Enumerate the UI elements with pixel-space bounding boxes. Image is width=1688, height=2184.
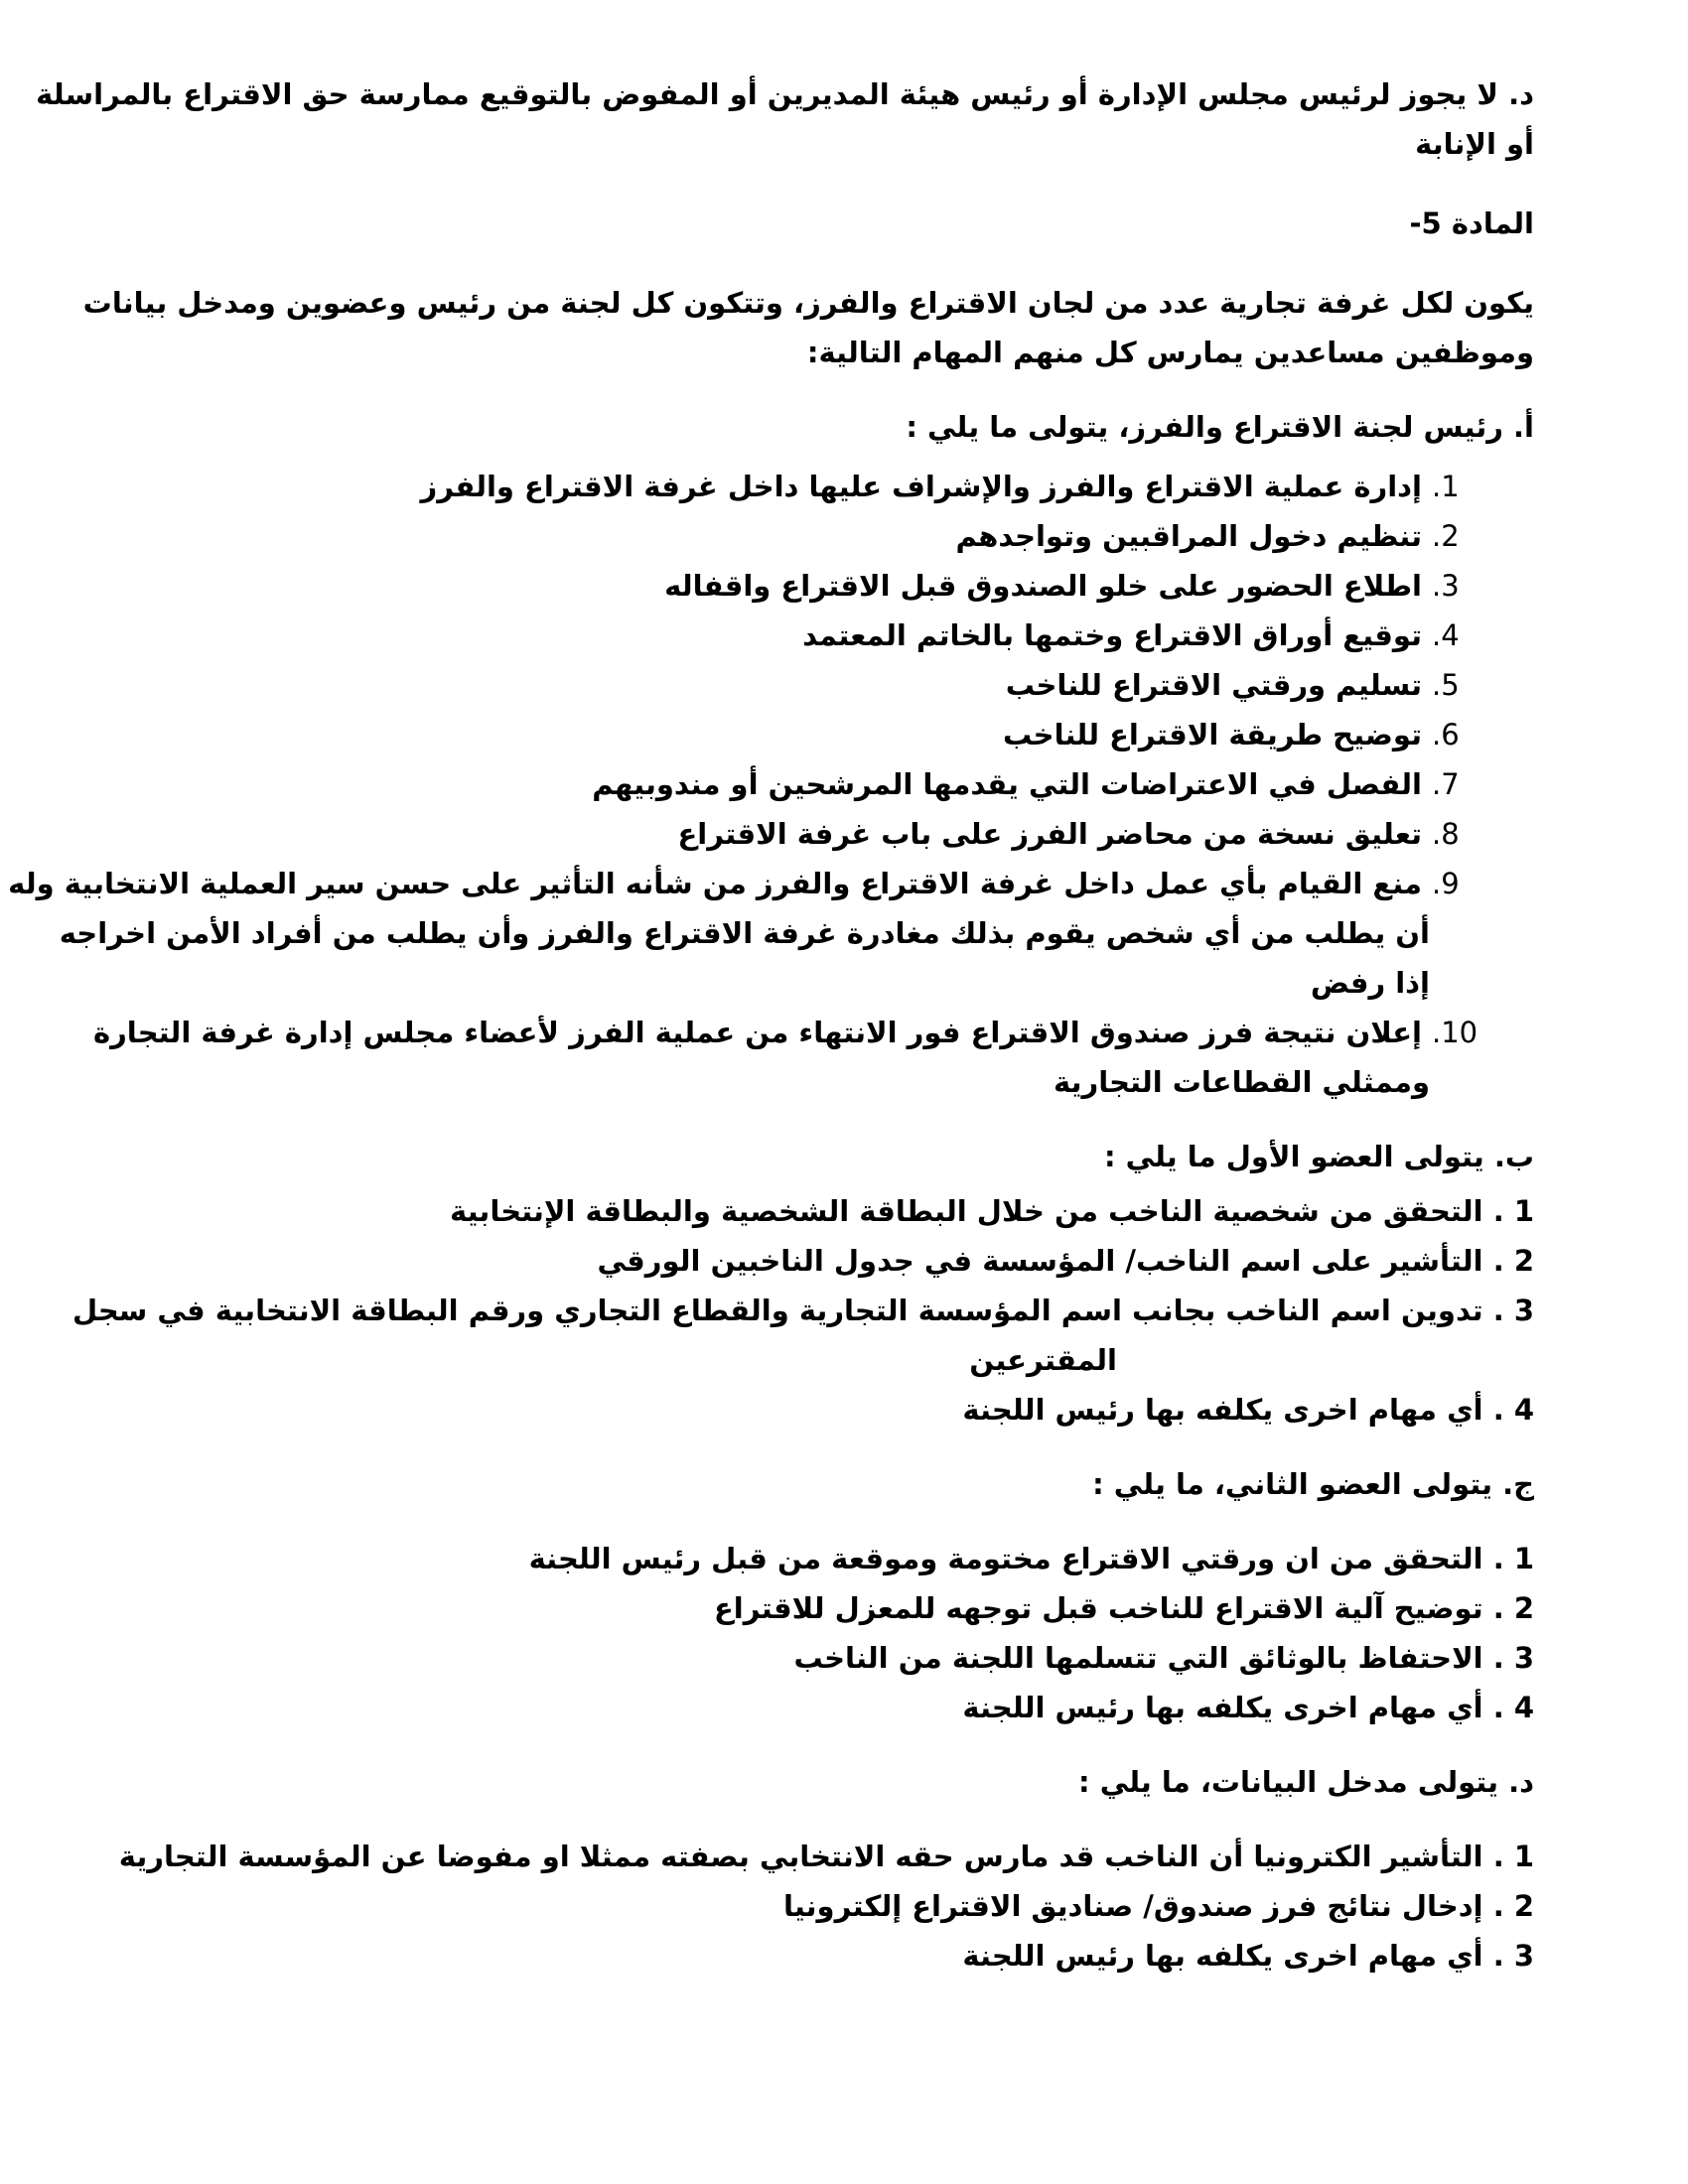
line-text: وموظفين مساعدين يمارس كل منهم المهام التالية: [806, 336, 1534, 369]
committees-paragraph [82, 278, 1534, 377]
line-text: 2 . إدخال نتائج فرز صندوق/ صناديق الاقتراع إلكترونيا [782, 1889, 1534, 1923]
article-5-heading-line-1 [99, 199, 1534, 248]
line-text: 4 . أي مهام اخرى يكلفه بها رئيس اللجنة [962, 1691, 1534, 1724]
line-text: إذا رفض [1310, 966, 1430, 1000]
line-text: يكون لكل غرفة تجارية عدد من لجان الاقتراع والفرز، وتتكون كل لجنة من رئيس وعضوين ومدخل بيانات [82, 286, 1534, 320]
line-text: وممثلي القطاعات التجارية [1054, 1065, 1430, 1099]
list-number: .1 [1432, 470, 1460, 503]
line-text: اطلاع الحضور على خلو الصندوق قبل الاقتراع واقفاله [664, 569, 1422, 603]
committees-paragraph-line-1 [82, 278, 1534, 328]
line-text: توقيع أوراق الاقتراع وختمها بالخاتم المعتمد [802, 618, 1422, 652]
list-number: .2 [1432, 519, 1460, 553]
section-a-list-line-7 [99, 759, 1534, 809]
section-b-list-line-5 [99, 1385, 1534, 1434]
section-a-list-line-4 [99, 611, 1534, 660]
line-text: توضيح طريقة الاقتراع للناخب [1002, 718, 1422, 751]
line-text: منع القيام بأي عمل داخل غرفة الاقتراع والفرز من شأنه التأثير على حسن سير العملية الانتخابية وله [8, 867, 1422, 900]
section-a-list-line-1 [99, 462, 1534, 511]
line-text: 4 . أي مهام اخرى يكلفه بها رئيس اللجنة [962, 1393, 1534, 1427]
line-text: إدارة عملية الاقتراع والفرز والإشراف عليها داخل غرفة الاقتراع والفرز [420, 470, 1422, 503]
line-text: د. لا يجوز لرئيس مجلس الإدارة أو رئيس هيئة المديرين أو المفوض بالتوقيع ممارسة حق الاقتراع بالمراسلة [36, 77, 1534, 111]
section-c-list-line-3 [99, 1633, 1534, 1683]
line-text: 2 . التأشير على اسم الناخب/ المؤسسة في جدول الناخبين الورقي [597, 1244, 1534, 1278]
list-number: .6 [1432, 718, 1460, 751]
section-d-heading [99, 1757, 1534, 1807]
section-b-list [71, 1186, 1534, 1434]
line-text: د. يتولى مدخل البيانات، ما يلي : [1078, 1765, 1534, 1799]
article-5-heading [99, 199, 1534, 248]
section-a-heading-line-1 [99, 402, 1534, 452]
list-number: .8 [1432, 817, 1460, 851]
line-text: 3 . الاحتفاظ بالوثائق التي تتسلمها اللجنة من الناخب [793, 1641, 1534, 1675]
intro-paragraph-line-2 [99, 119, 1534, 169]
list-number: .5 [1432, 668, 1460, 702]
section-c-list-line-1 [99, 1534, 1534, 1583]
section-c-list [99, 1534, 1534, 1732]
section-b-heading [99, 1132, 1534, 1181]
line-text: 1 . التحقق من ان ورقتي الاقتراع مختومة وموقعة من قبل رئيس اللجنة [528, 1542, 1534, 1575]
section-d-list-line-1 [99, 1832, 1534, 1881]
list-number: .3 [1432, 569, 1460, 603]
line-text: الفصل في الاعتراضات التي يقدمها المرشحين أو مندوبيهم [592, 767, 1422, 801]
section-d-list-line-3 [99, 1931, 1534, 1980]
line-text: 1 . التأشير الكترونيا أن الناخب قد مارس حقه الانتخابي بصفته ممثلا او مفوضا عن المؤسسة التجارية [118, 1840, 1534, 1873]
line-text: أ. رئيس لجنة الاقتراع والفرز، يتولى ما يلي : [906, 410, 1534, 444]
line-text: تعليق نسخة من محاضر الفرز على باب غرفة الاقتراع [677, 817, 1422, 851]
section-a-heading [99, 402, 1534, 452]
section-b-list-line-1 [99, 1186, 1534, 1236]
line-text: إعلان نتيجة فرز صندوق الاقتراع فور الانتهاء من عملية الفرز لأعضاء مجلس إدارة غرفة التجارة [92, 1016, 1422, 1049]
intro-paragraph-line-1 [36, 69, 1534, 119]
section-b-list-line-3 [71, 1286, 1534, 1335]
list-number: .7 [1432, 767, 1460, 801]
section-b-list-line-4 [99, 1335, 1534, 1385]
section-c-heading-line-1 [99, 1459, 1534, 1509]
section-a-list [8, 462, 1534, 1107]
line-text: المقترعين [969, 1343, 1117, 1377]
intro-paragraph [36, 69, 1534, 169]
line-text: تنظيم دخول المراقبين وتواجدهم [955, 519, 1422, 553]
section-c-list-line-2 [99, 1583, 1534, 1633]
section-a-list-line-3 [99, 561, 1534, 611]
section-a-list-line-6 [99, 710, 1534, 759]
section-a-list-line-5 [99, 660, 1534, 710]
line-text: المادة 5- [1409, 206, 1534, 240]
list-number: .9 [1432, 867, 1460, 900]
section-c-heading [99, 1459, 1534, 1509]
line-text: ج. يتولى العضو الثاني، ما يلي : [1092, 1467, 1534, 1501]
section-a-list-line-10 [59, 908, 1534, 958]
section-d-heading-line-1 [99, 1757, 1534, 1807]
line-text: 3 . أي مهام اخرى يكلفه بها رئيس اللجنة [962, 1939, 1534, 1973]
section-c-list-line-4 [99, 1683, 1534, 1732]
line-text: أو الإنابة [1415, 127, 1534, 161]
list-number: .10 [1432, 1016, 1478, 1049]
section-b-list-line-2 [99, 1236, 1534, 1286]
section-b-heading-line-1 [99, 1132, 1534, 1181]
section-a-list-line-12 [92, 1008, 1534, 1057]
section-a-list-line-9 [8, 859, 1534, 908]
section-a-list-line-11 [99, 958, 1534, 1008]
section-d-list-line-2 [99, 1881, 1534, 1931]
line-text: تسليم ورقتي الاقتراع للناخب [1005, 668, 1422, 702]
committees-paragraph-line-2 [99, 328, 1534, 377]
section-d-list [99, 1832, 1534, 1980]
section-a-list-line-2 [99, 511, 1534, 561]
section-a-list-line-13 [99, 1057, 1534, 1107]
line-text: ب. يتولى العضو الأول ما يلي : [1103, 1140, 1534, 1173]
line-text: 2 . توضيح آلية الاقتراع للناخب قبل توجهه للمعزل للاقتراع [713, 1591, 1534, 1625]
section-a-list-line-8 [99, 809, 1534, 859]
list-number: .4 [1432, 618, 1460, 652]
line-text: 3 . تدوين اسم الناخب بجانب اسم المؤسسة التجارية والقطاع التجاري ورقم البطاقة الانتخابية في سجل [71, 1294, 1534, 1327]
line-text: أن يطلب من أي شخص يقوم بذلك مغادرة غرفة الاقتراع والفرز وأن يطلب من أفراد الأمن اخراجه [59, 916, 1430, 950]
line-text: 1 . التحقق من شخصية الناخب من خلال البطاقة الشخصية والبطاقة الإنتخابية [450, 1194, 1534, 1228]
